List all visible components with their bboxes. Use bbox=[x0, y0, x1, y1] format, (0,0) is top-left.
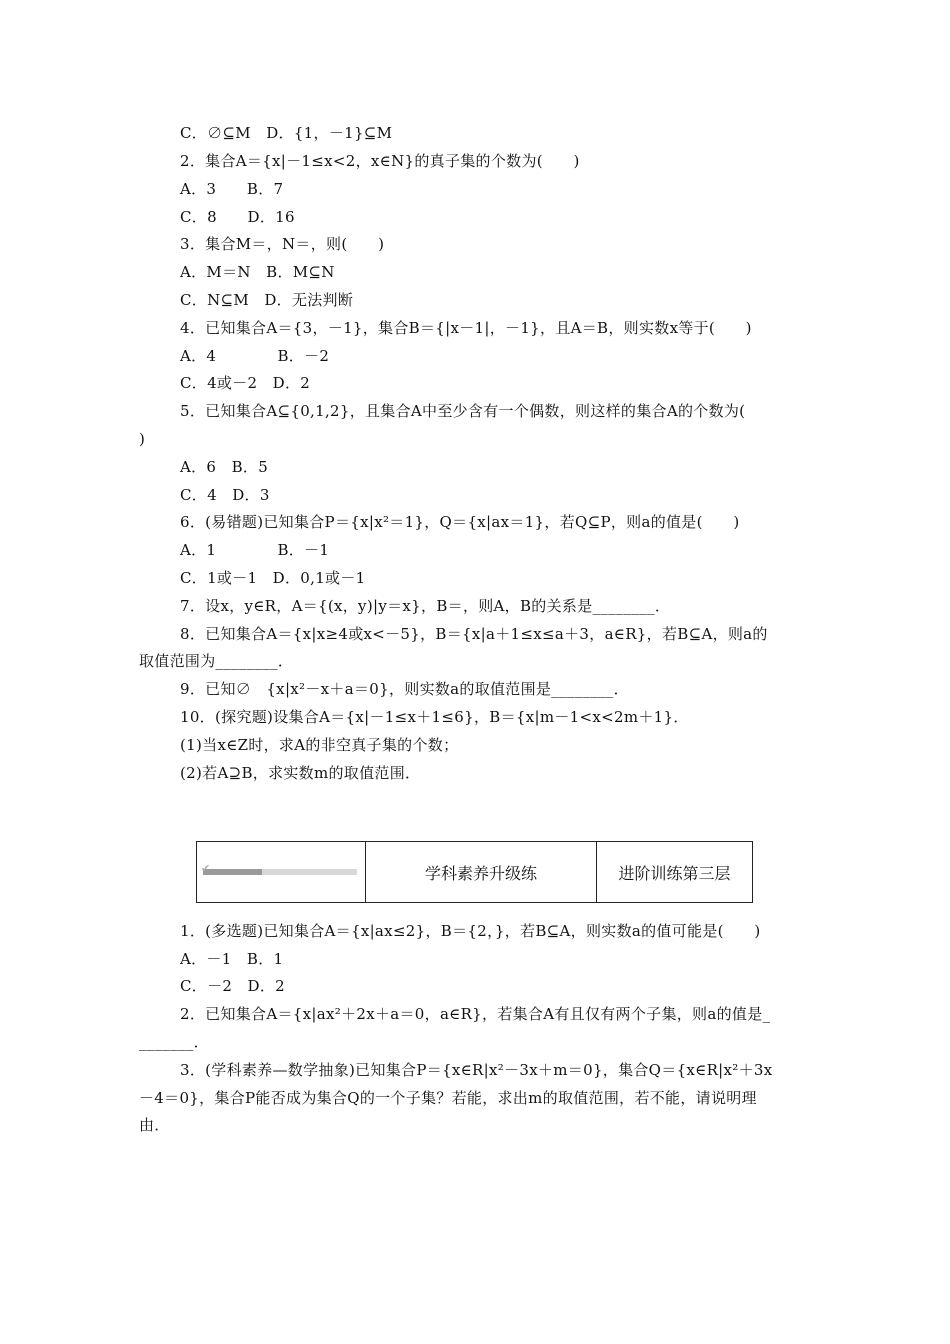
question-3: 3．集合M＝，N＝，则( ) bbox=[180, 235, 385, 253]
option-line: A．－1 B．1 bbox=[180, 950, 284, 968]
question-5-continuation: ) bbox=[139, 430, 146, 448]
question-4: 4．已知集合A＝{3，－1}，集合B＝{|x－1|，－1}，且A＝B，则实数x等于( ) bbox=[180, 319, 752, 337]
question-s2-3-continuation: －4＝0}，集合P能否成为集合Q的一个子集？若能，求出m的取值范围，若不能，请说明理 bbox=[139, 1089, 757, 1107]
check-icon: ✔ bbox=[201, 862, 211, 875]
question-2: 2．集合A＝{x|－1≤x<2，x∈N}的真子集的个数为( ) bbox=[180, 152, 580, 170]
option-line: C．1或－1 D．0,1或－1 bbox=[180, 569, 366, 587]
option-line: C．∅⊆M D．{1，－1}⊆M bbox=[180, 124, 393, 142]
question-10-part-2: (2)若A⊇B，求实数m的取值范围． bbox=[180, 764, 421, 782]
option-line: A．4 B．－2 bbox=[180, 347, 330, 365]
question-10-part-1: (1)当x∈Z时，求A的非空真子集的个数； bbox=[180, 736, 459, 754]
option-line: C．4或－2 D．2 bbox=[180, 374, 311, 392]
banner-progress-cell bbox=[197, 842, 366, 902]
question-s2-2: 2．已知集合A＝{x|ax²＋2x＋a＝0，a∈R}，若集合A有且仅有两个子集，则a的值是_ bbox=[180, 1005, 771, 1023]
question-8: 8．已知集合A＝{x|x≥4或x<－5}，B＝{x|a＋1≤x≤a＋3，a∈R}，若B⊆A，则a的 bbox=[180, 625, 768, 643]
question-s2-3-continuation: 由． bbox=[139, 1116, 170, 1134]
progress-fill bbox=[203, 869, 262, 875]
question-s2-3: 3．(学科素养—数学抽象)已知集合P＝{x∈R|x²－3x＋m＝0}，集合Q＝{x∈R|x²＋3x bbox=[180, 1061, 773, 1079]
progress-bar bbox=[201, 862, 357, 875]
banner-level: 进阶训练第三层 bbox=[618, 863, 731, 883]
option-line: A．M＝N B．M⊆N bbox=[180, 263, 335, 281]
question-8-continuation: 取值范围为________． bbox=[139, 652, 294, 670]
question-s2-2-continuation: _______． bbox=[139, 1033, 209, 1051]
question-s2-1: 1．(多选题)已知集合A＝{x|ax≤2}，B＝{2，}，若B⊆A，则实数a的值可能是( ) bbox=[180, 922, 761, 940]
question-10: 10．(探究题)设集合A＝{x|－1≤x＋1≤6}，B＝{x|m－1<x<2m＋1}． bbox=[180, 708, 689, 726]
option-line: A．3 B．7 bbox=[180, 180, 284, 198]
banner-title: 学科素养升级练 bbox=[366, 842, 597, 902]
option-line: C．4 D．3 bbox=[180, 486, 270, 504]
option-line: C．－2 D．2 bbox=[180, 977, 285, 995]
option-line: C．N⊆M D．无法判断 bbox=[180, 291, 354, 309]
question-6: 6．(易错题)已知集合P＝{x|x²＝1}，Q＝{x|ax＝1}，若Q⊆P，则a的值是( ) bbox=[180, 513, 740, 531]
option-line: A．6 B．5 bbox=[180, 458, 269, 476]
section-banner bbox=[196, 841, 753, 903]
option-line: A．1 B．－1 bbox=[180, 541, 330, 559]
question-7: 7．设x，y∈R，A＝{(x，y)|y＝x}，B＝，则A，B的关系是________． bbox=[180, 597, 671, 615]
question-5: 5．已知集合A⊆{0,1,2}，且集合A中至少含有一个偶数，则这样的集合A的个数为( bbox=[180, 402, 746, 420]
question-9: 9．已知∅ {x|x²－x＋a＝0}，则实数a的取值范围是________． bbox=[180, 680, 629, 698]
option-line: C．8 D．16 bbox=[180, 208, 295, 226]
